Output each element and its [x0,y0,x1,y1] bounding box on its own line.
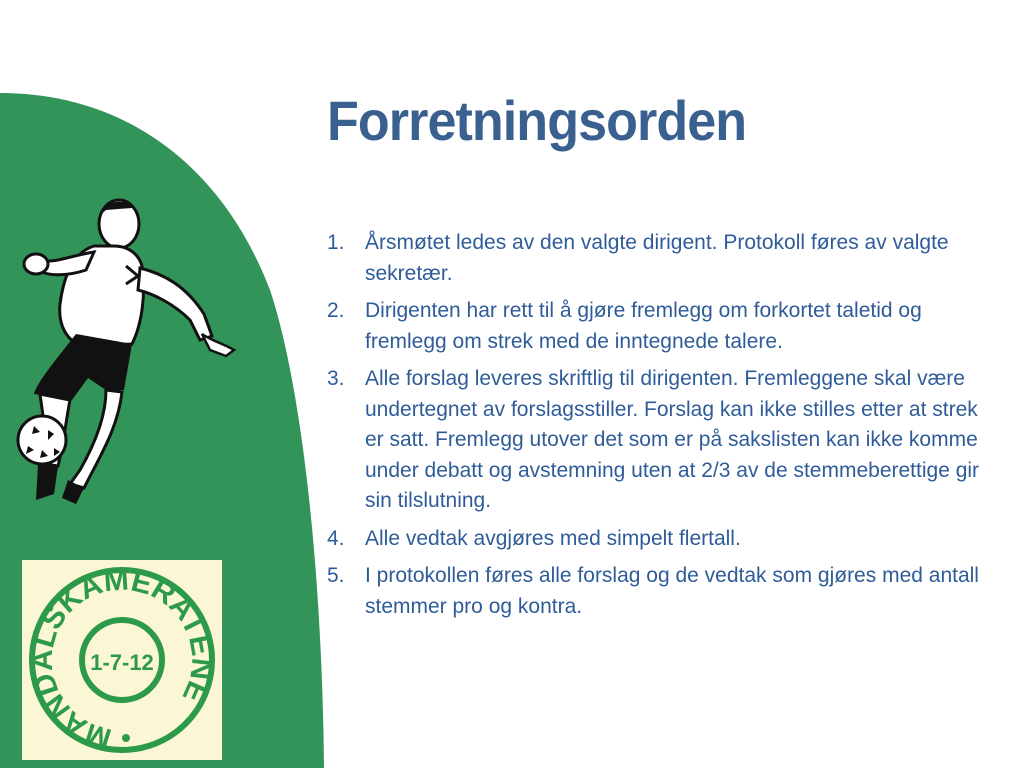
list-number: 2. [327,299,345,322]
list-text: Årsmøtet ledes av den valgte dirigent. Protokoll føres av valgte sekretær. [365,231,949,285]
football-player-illustration [14,194,244,514]
list-item [327,228,997,289]
list-number: 5. [327,564,345,587]
list-text: Dirigenten har rett til å gjøre fremlegg om forkortet taletid og fremlegg om strek med de inntegnede talere. [365,299,922,353]
list-text: Alle forslag leveres skriftlig til dirigenten. Fremleggene skal være undertegnet av forslagsstiller. Forslag kan ikke stilles etter at strek er satt. Fremlegg utover det som er på sakslisten kan ikke komme under debatt og avstemning uten at 2/3 av de stemmeberettige gir sin tilslutning. [365,367,980,512]
rules-list [327,228,997,629]
club-logo [22,560,222,760]
logo-center-text: 1-7-12 [90,650,154,675]
list-number: 1. [327,231,345,254]
list-number: 4. [327,526,345,550]
list-number: 3. [327,367,345,390]
list-item [327,524,997,555]
list-text: I protokollen føres alle forslag og de vedtak som gjøres med antall stemmer pro og kontra. [365,564,979,618]
logo-ring-text: MANDALSKAMERATENE [25,563,219,756]
list-text: Alle vedtak avgjøres med simpelt flertall. [365,526,741,550]
list-item [327,561,997,622]
list-item [327,364,997,517]
list-item [327,296,997,357]
slide-title: Forretningsorden [327,89,747,152]
